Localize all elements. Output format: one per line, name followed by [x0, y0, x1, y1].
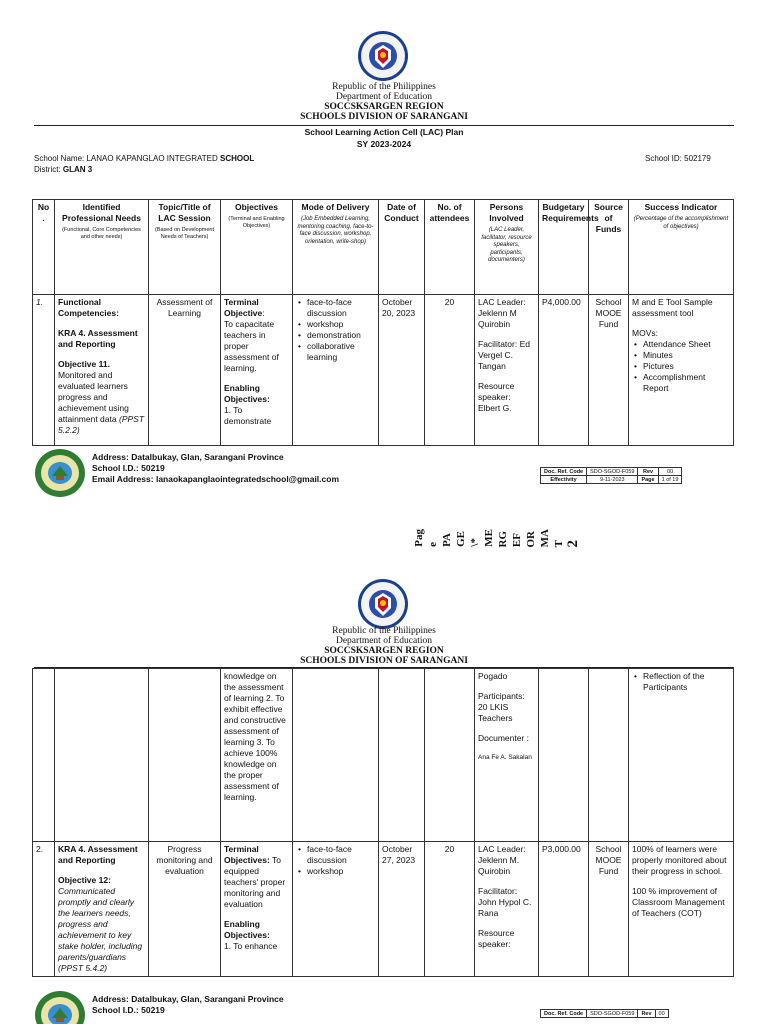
row1-cont-success: [629, 669, 734, 842]
row1-date: October 20, 2023: [379, 295, 425, 446]
district-label: District:: [34, 165, 61, 174]
col-header-mode: Mode of Delivery (Job Embedded Learning, mentoring coaching, face-to-face discussion, workshop, orientation, write-shop): [293, 200, 379, 295]
school-id: School ID: 502179: [645, 154, 711, 163]
row1-success: M and E Tool Sample assessment tool MOVs: • Attendance Sheet • Minutes • Pictures • Accomplishment Report: [629, 295, 734, 446]
doc-ref-table: Doc. Ref. Code SDO-SGOD-F059 Rev 00 Effectivity 9-11-2023 Page 1 of 19: [540, 467, 682, 484]
col-header-date: Date of Conduct: [379, 200, 425, 295]
page-1: [0, 0, 768, 500]
footer-school-id: 50219: [141, 463, 165, 473]
school-logo-icon: [34, 448, 86, 498]
school-year: SY 2023-2024: [356, 139, 412, 149]
row1-source: School MOOE Fund: [589, 295, 629, 446]
row1-needs: Functional Competencies: KRA 4. Assessment and Reporting Objective 11. Monitored and evaluated learners progress and achievement using attainment data (PPST 5.2.2): [55, 295, 149, 446]
footer-address: Datalbukay, Glan, Sarangani Province: [131, 452, 284, 462]
footer-address-block: Address: Datalbukay, Glan, Sarangani Province School I.D.: 50219: [92, 994, 284, 1015]
lac-plan-table-continued: [32, 668, 734, 977]
row2-needs: KRA 4. Assessment and Reporting Objective 12: Communicated promptly and clearly the learners needs, progress and achievement to key stake holder, including parents/guardians (PPST 5.4.2): [55, 842, 149, 977]
letterhead-division: SCHOOLS DIVISION OF SARANGANI: [300, 112, 468, 122]
row1-attendees: 20: [425, 295, 475, 446]
page-footer: [34, 448, 734, 498]
list-item: • face-to-face discussion: [296, 844, 375, 866]
row2-attendees: 20: [425, 842, 475, 977]
row1-cont-objectives: knowledge on the assessment of learning 2. To exhibit effective and constructive assessment of learning 3. To achieve 100% knowledge on the proper assessment of learning.: [221, 669, 293, 842]
letterhead-region: SOCCSKSARGEN REGION: [324, 102, 444, 112]
list-item: • Attendance Sheet: [632, 339, 730, 350]
list-item: • face-to-face discussion: [296, 297, 375, 319]
row1-topic: Assessment of Learning: [149, 295, 221, 446]
school-name-value: LANAO KAPANGLAO INTEGRATED: [86, 154, 218, 163]
table-row: [33, 295, 734, 446]
list-item: • workshop: [296, 866, 375, 877]
list-item: • Reflection of the Participants: [632, 671, 730, 693]
row2-success: 100% of learners were properly monitored about their progress in school. 100 % improvement of Classroom Management of Teachers (COT): [629, 842, 734, 977]
row2-date: October 27, 2023: [379, 842, 425, 977]
school-logo-icon: [34, 990, 86, 1024]
col-header-success: Success Indicator (Percentage of the accomplishment of objectives): [629, 200, 734, 295]
col-header-objectives: Objectives (Terminal and Enabling Objectives): [221, 200, 293, 295]
row2-topic: Progress monitoring and evaluation: [149, 842, 221, 977]
letterhead: [0, 82, 768, 122]
row1-no: 1.: [33, 295, 55, 446]
school-name-label: School Name:: [34, 154, 85, 163]
school-name-bold: SCHOOL: [220, 154, 255, 163]
row2-no: 2.: [33, 842, 55, 977]
col-header-attendees: No. of attendees: [425, 200, 475, 295]
table-row: [33, 842, 734, 977]
table-header-row: [33, 200, 734, 295]
district-line: [34, 164, 92, 175]
row1-budget: P4,000.00: [539, 295, 589, 446]
field-code-text: Pag e PA GE \* ME RG EF OR MA T 2: [413, 528, 581, 547]
row2-mode: [293, 842, 379, 977]
footer-email: lanaokapanglaointegratedschool@gmail.com: [155, 474, 340, 484]
list-item: • demonstration: [296, 330, 375, 341]
lac-plan-table: [32, 199, 734, 446]
district-value: GLAN 3: [62, 165, 93, 174]
list-item: • Pictures: [632, 361, 730, 372]
list-item: • workshop: [296, 319, 375, 330]
row1-cont-persons: Pogado Participants: 20 LKIS Teachers Documenter : Ana Fe A. Sakalan: [475, 669, 539, 842]
col-header-budget: Budgetary Requirements: [539, 200, 589, 295]
col-header-persons: Persons Involved (LAC Leader, facilitator, resource speakers, participants, documenters): [475, 200, 539, 295]
footer-address-block: Address: Datalbukay, Glan, Sarangani Province School I.D.: 50219 Email Address: lanaokapanglaointegratedschool@gmail.com: [92, 452, 340, 484]
deped-seal-icon: [357, 30, 409, 82]
list-item: • Accomplishment Report: [632, 372, 730, 394]
row2-objectives: Terminal Objectives: To equipped teachers' proper monitoring and evaluation Enabling Objectives: 1. To enhance: [221, 842, 293, 977]
list-item: • Minutes: [632, 350, 730, 361]
row2-persons: LAC Leader: Jeklenn M. Quirobin Facilitator: John Hypol C. Rana Resource speaker:: [475, 842, 539, 977]
row1-persons: LAC Leader: Jeklenn M Quirobin Facilitator: Ed Vergel C. Tangan Resource speaker: Elbert G.: [475, 295, 539, 446]
col-header-source: Source of Funds: [589, 200, 629, 295]
row2-source: School MOOE Fund: [589, 842, 629, 977]
table-row: [33, 669, 734, 842]
page-2: [0, 578, 768, 1024]
letterhead: Republic of the Philippines Department of Education SOCCSKSARGEN REGION SCHOOLS DIVISION OF SARANGANI: [300, 626, 468, 666]
row2-budget: P3,000.00: [539, 842, 589, 977]
letterhead-department: Department of Education: [335, 92, 433, 102]
page-footer: [34, 990, 734, 1024]
list-item: • collaborative learning: [296, 341, 375, 363]
letterhead-rule: [34, 125, 734, 126]
row1-mode: [293, 295, 379, 446]
col-header-no: No .: [33, 200, 55, 295]
row1-objectives: Terminal Objective: To capacitate teachers in proper assessment of learning. Enabling Objectives: 1. To demonstrate: [221, 295, 293, 446]
col-header-topic: Topic/Title of LAC Session (Based on Development Needs of Teachers): [149, 200, 221, 295]
deped-seal-icon: [357, 578, 409, 630]
doc-ref-table: Doc. Ref. Code SDO-SGOD-F059 Rev 00: [540, 1009, 669, 1018]
school-name-line: [34, 153, 254, 164]
col-header-needs: Identified Professional Needs (Functional, Core Competencies and other needs): [55, 200, 149, 295]
document-title: School Learning Action Cell (LAC) Plan: [304, 127, 464, 137]
letterhead-country: Republic of the Philippines: [332, 82, 436, 92]
